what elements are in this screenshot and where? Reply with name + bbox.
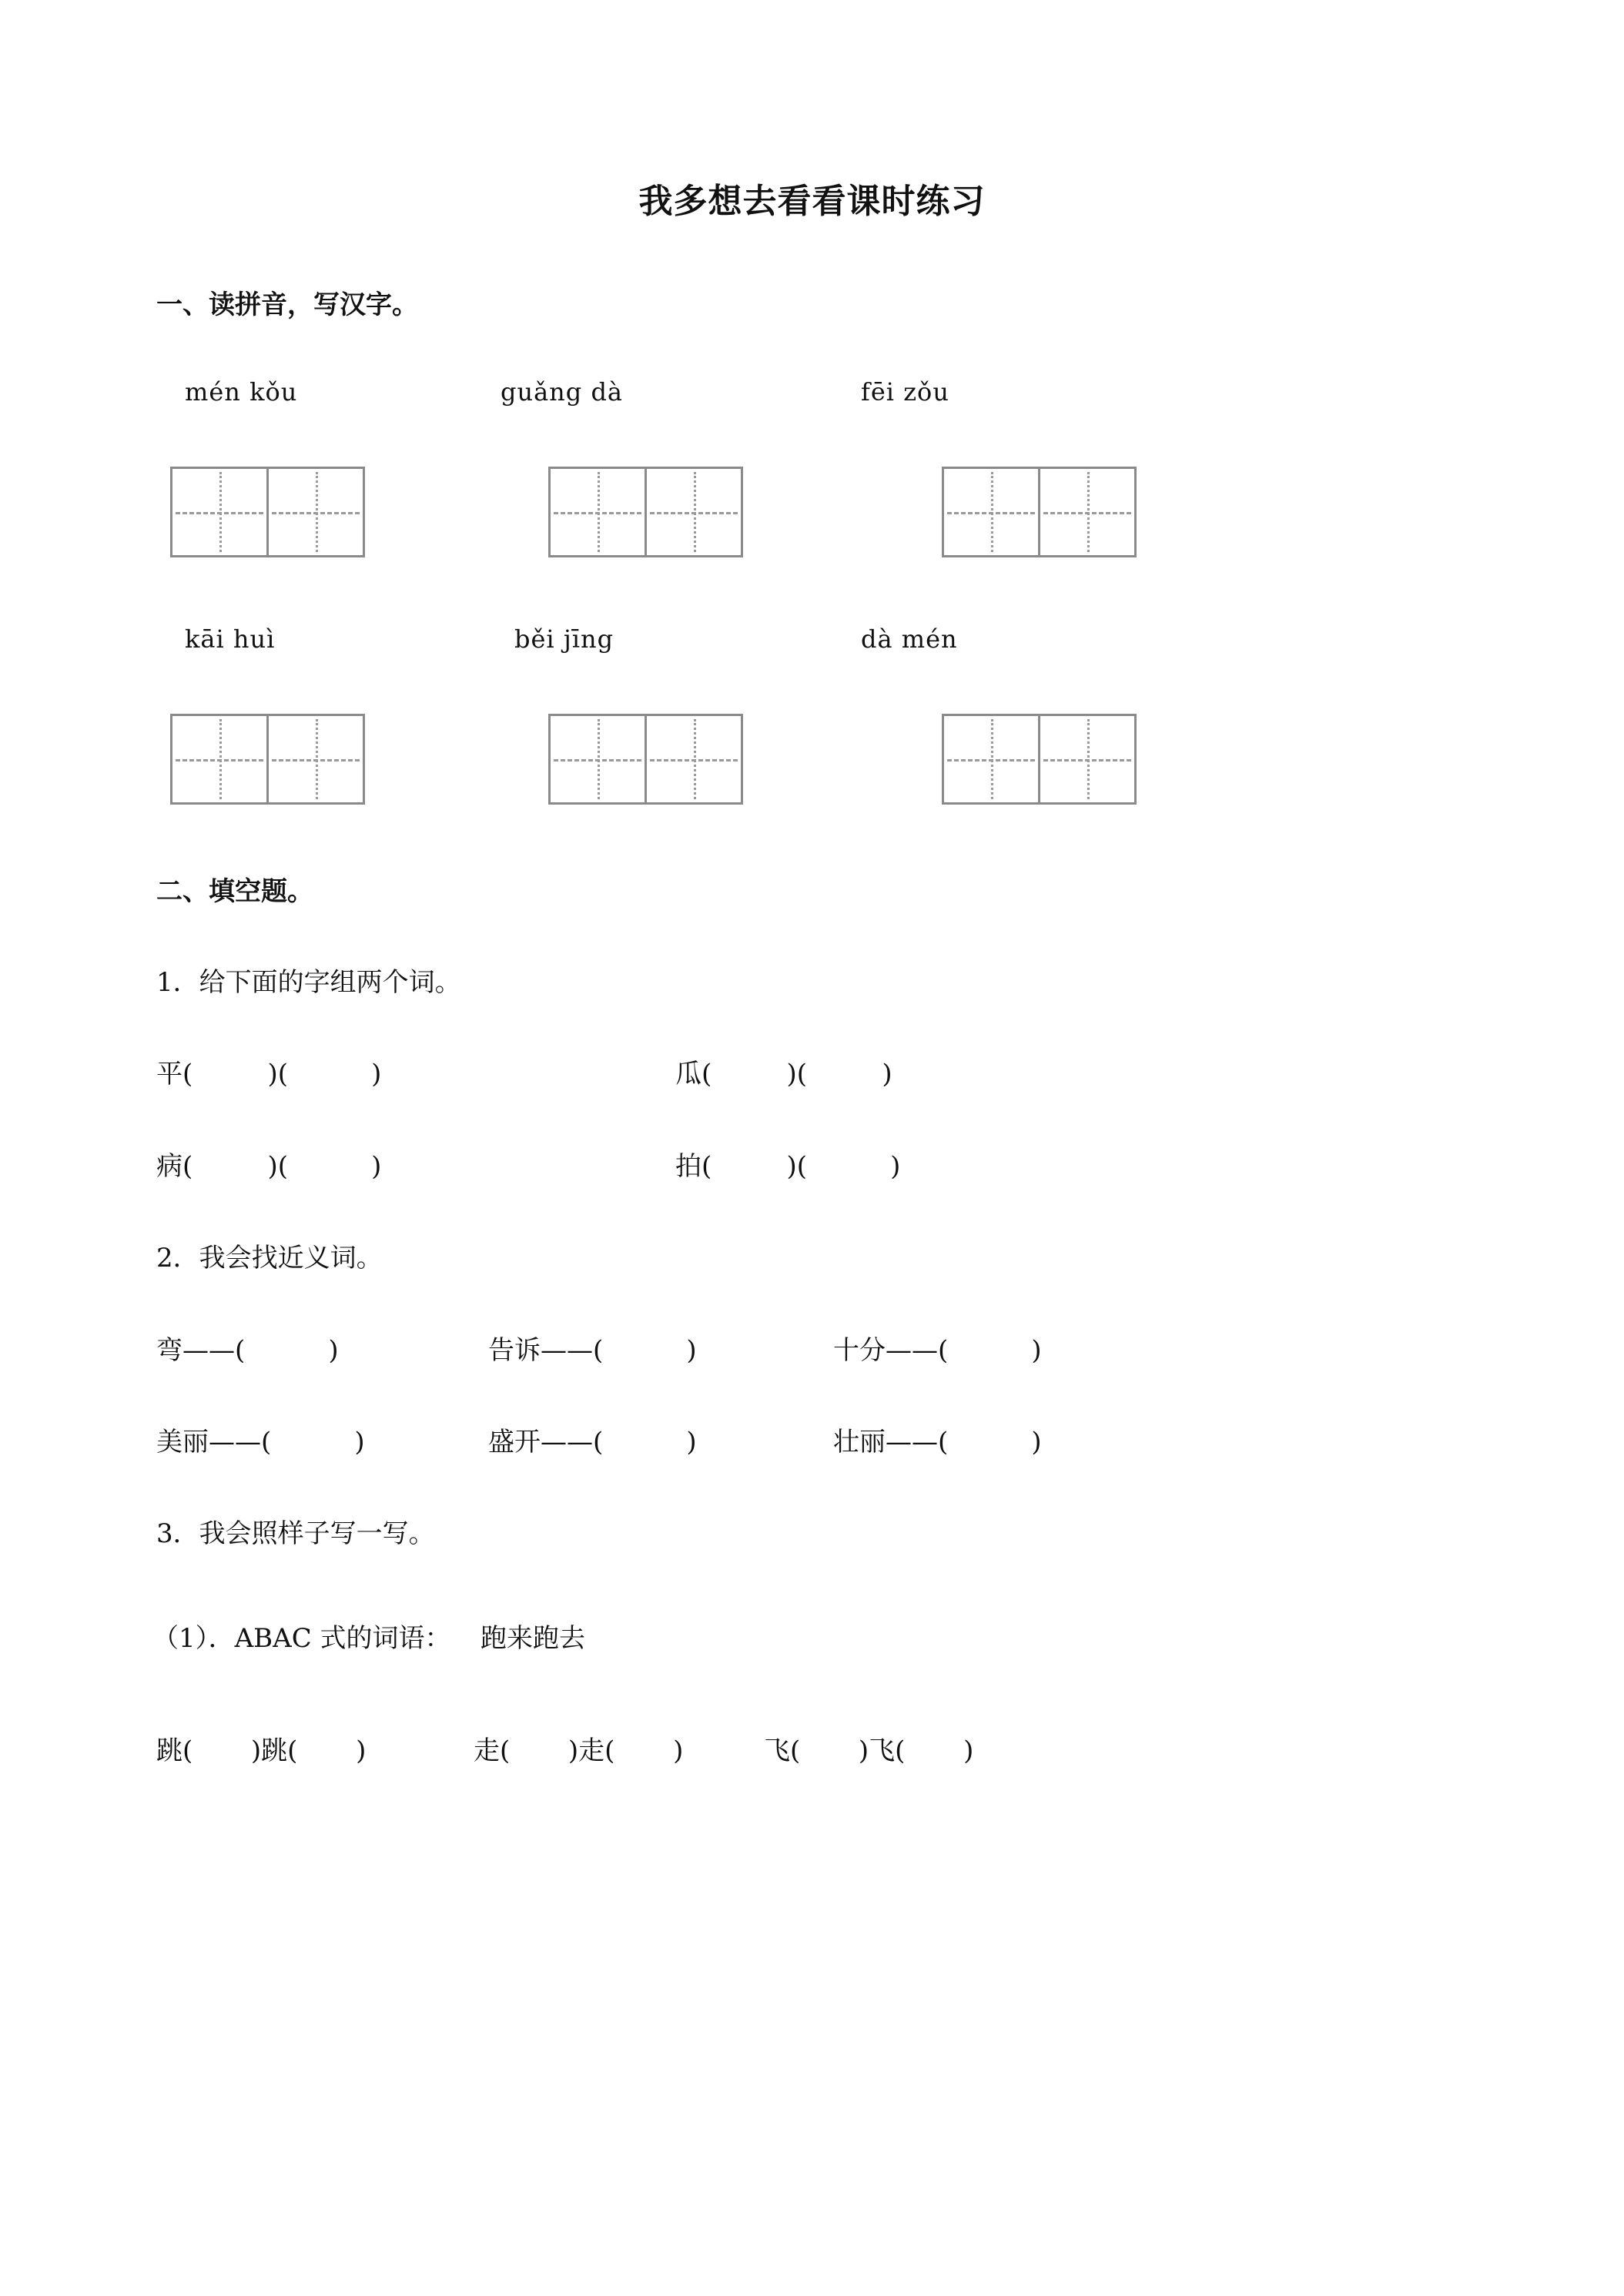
synonym-item[interactable]: 盛开——( )	[488, 1427, 697, 1458]
question-3-prompt: 3．我会照样子写一写。	[156, 1518, 435, 1549]
synonym-item[interactable]: 十分——( )	[833, 1335, 1042, 1366]
tianzige-grid[interactable]	[942, 714, 1137, 805]
question-2-prompt: 2．我会找近义词。	[156, 1243, 383, 1274]
example-label: （1）．ABAC 式的词语：	[152, 1623, 451, 1654]
pinyin-label: fēi zǒu	[861, 377, 949, 407]
tianzige-cell[interactable]	[170, 467, 269, 557]
tianzige-cell[interactable]	[942, 714, 1040, 805]
abac-fill-item[interactable]: 跳( )跳( )	[156, 1735, 367, 1766]
pinyin-label: dà mén	[861, 624, 958, 654]
synonym-item[interactable]: 壮丽——( )	[833, 1427, 1042, 1458]
tianzige-cell[interactable]	[548, 467, 647, 557]
tianzige-cell[interactable]	[942, 467, 1040, 557]
pinyin-label: běi jīng	[514, 624, 614, 654]
word-fill-item[interactable]: 平( )( )	[156, 1059, 382, 1089]
pinyin-label: kāi huì	[185, 624, 276, 654]
tianzige-cell[interactable]	[170, 714, 269, 805]
abac-fill-item[interactable]: 飞( )飞( )	[764, 1735, 974, 1766]
tianzige-cell[interactable]	[269, 714, 365, 805]
abac-fill-item[interactable]: 走( )走( )	[474, 1735, 684, 1766]
word-fill-item[interactable]: 瓜( )( )	[675, 1059, 892, 1089]
tianzige-cell[interactable]	[548, 714, 647, 805]
section2-heading: 二、填空题。	[156, 876, 313, 907]
tianzige-cell[interactable]	[647, 467, 743, 557]
tianzige-grid[interactable]	[942, 467, 1137, 557]
tianzige-cell[interactable]	[1040, 714, 1137, 805]
tianzige-grid[interactable]	[170, 714, 365, 805]
word-fill-item[interactable]: 病( )( )	[156, 1151, 382, 1182]
question-1-prompt: 1．给下面的字组两个词。	[156, 967, 461, 998]
tianzige-cell[interactable]	[1040, 467, 1137, 557]
synonym-item[interactable]: 弯——( )	[156, 1335, 339, 1366]
synonym-item[interactable]: 告诉——( )	[488, 1335, 697, 1366]
example-word: 跑来跑去	[481, 1623, 585, 1654]
synonym-item[interactable]: 美丽——( )	[156, 1427, 365, 1458]
tianzige-grid[interactable]	[170, 467, 365, 557]
pinyin-label: mén kǒu	[185, 377, 298, 407]
word-fill-item[interactable]: 拍( )( )	[675, 1151, 901, 1182]
tianzige-grid[interactable]	[548, 714, 743, 805]
tianzige-cell[interactable]	[647, 714, 743, 805]
tianzige-cell[interactable]	[269, 467, 365, 557]
page-title: 我多想去看看课时练习	[638, 182, 986, 221]
pinyin-label: guǎng dà	[501, 377, 623, 407]
section1-heading: 一、读拼音，写汉字。	[156, 290, 418, 320]
tianzige-grid[interactable]	[548, 467, 743, 557]
